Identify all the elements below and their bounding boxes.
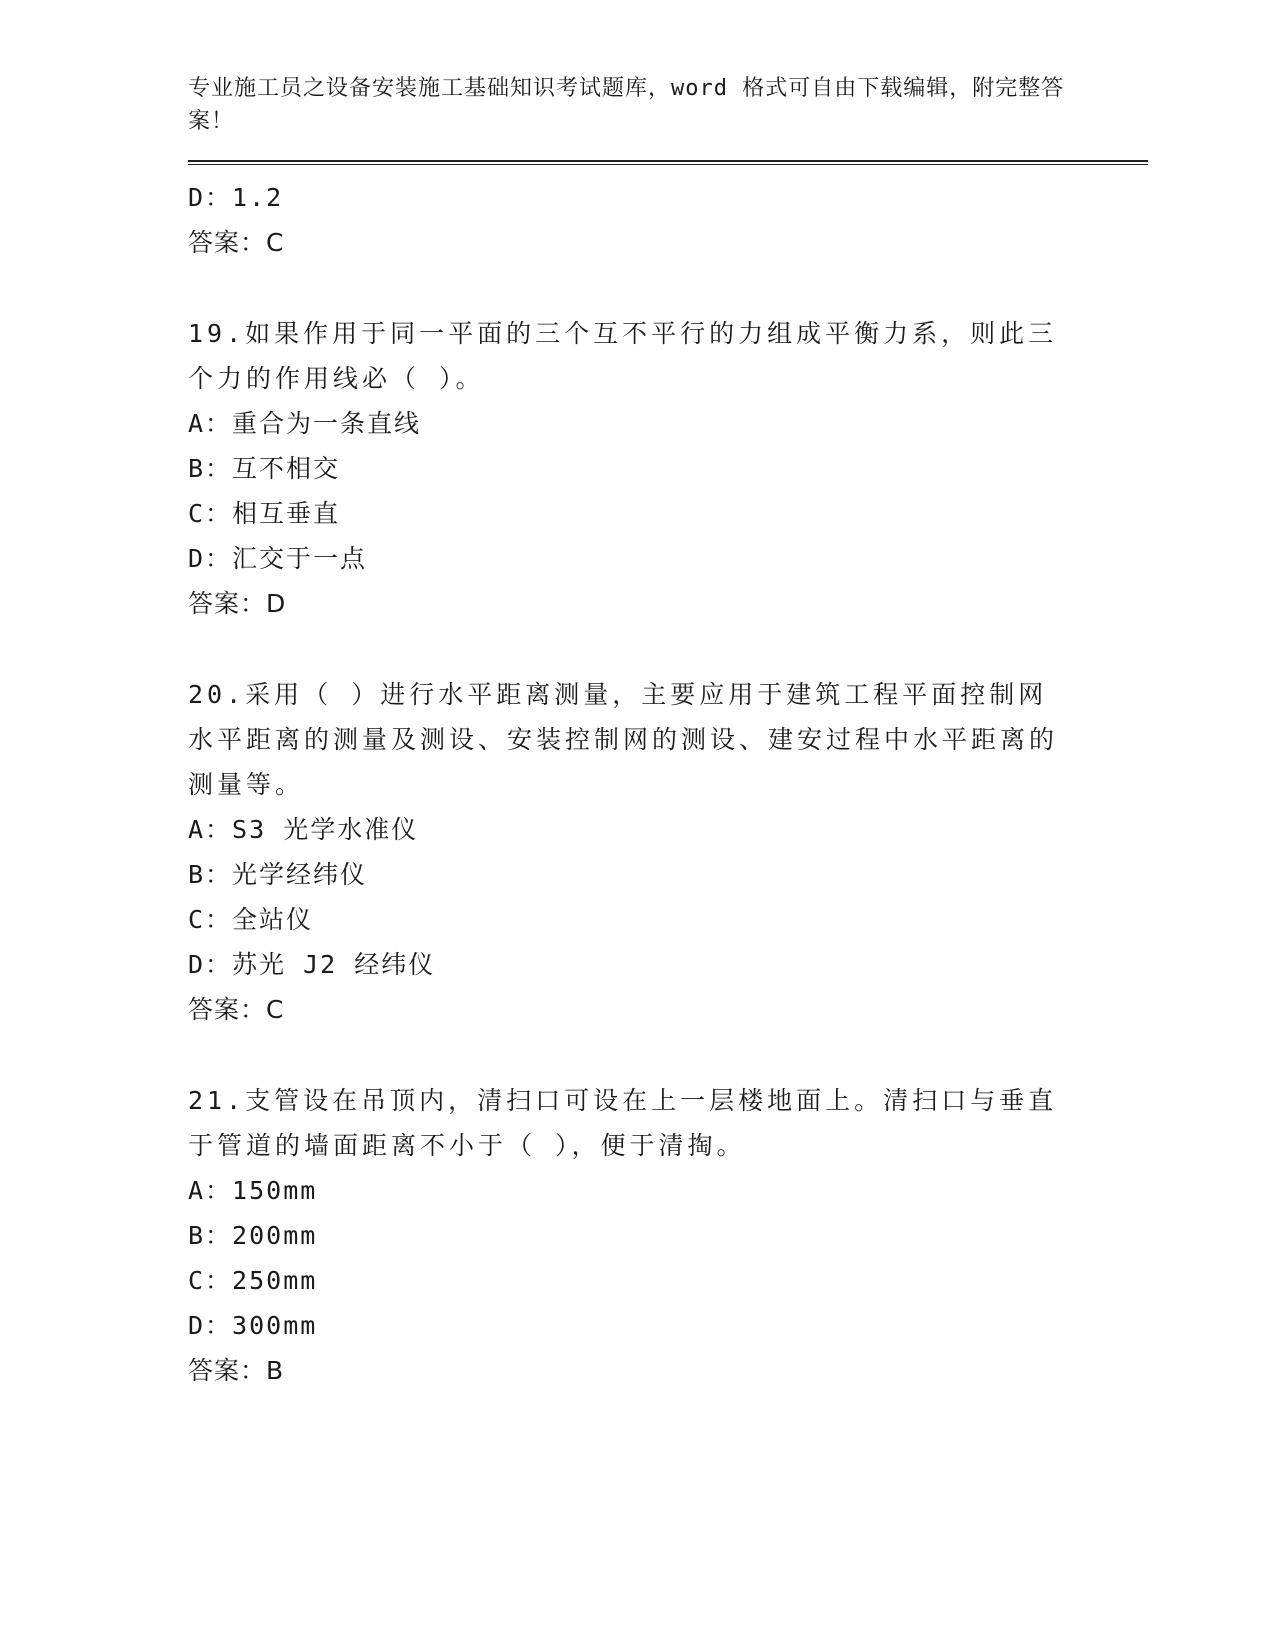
question-text: 19.如果作用于同一平面的三个互不平行的力组成平衡力系，则此三个力的作用线必（ ）。	[188, 319, 1058, 393]
question-text: 21.支管设在吊顶内，清扫口可设在上一层楼地面上。清扫口与垂直于管道的墙面距离不小于（ ），便于清掏。	[188, 1086, 1058, 1160]
answer: 答案：C	[188, 228, 285, 257]
answer: 答案：D	[188, 589, 287, 618]
question-21	[188, 1078, 1148, 1393]
option-d: D：300mm	[188, 1311, 318, 1340]
answer: 答案：B	[188, 1356, 285, 1385]
answer: 答案：C	[188, 995, 285, 1024]
option-d: D：汇交于一点	[188, 544, 368, 573]
option-a: A：S3 光学水准仪	[188, 815, 419, 844]
option-b: B：200mm	[188, 1221, 318, 1250]
option-c: C：250mm	[188, 1266, 318, 1295]
option-d: D：1.2	[188, 183, 284, 212]
document-page	[188, 72, 1148, 1393]
option-c: C：全站仪	[188, 905, 314, 934]
option-a: A：150mm	[188, 1176, 318, 1205]
option-c: C：相互垂直	[188, 499, 341, 528]
carryover-question	[188, 175, 1148, 265]
question-20	[188, 672, 1148, 1032]
option-b: B：光学经纬仪	[188, 860, 368, 889]
option-a: A：重合为一条直线	[188, 409, 422, 438]
header-divider	[188, 160, 1148, 165]
question-text: 20.采用（ ）进行水平距离测量，主要应用于建筑工程平面控制网水平距离的测量及测设、安装控制网的测设、建安过程中水平距离的测量等。	[188, 680, 1059, 799]
question-19	[188, 311, 1148, 626]
option-d: D：苏光 J2 经纬仪	[188, 950, 436, 979]
option-b: B：互不相交	[188, 454, 341, 483]
document-header: 专业施工员之设备安装施工基础知识考试题库，word 格式可自由下载编辑，附完整答案！	[188, 76, 1065, 134]
